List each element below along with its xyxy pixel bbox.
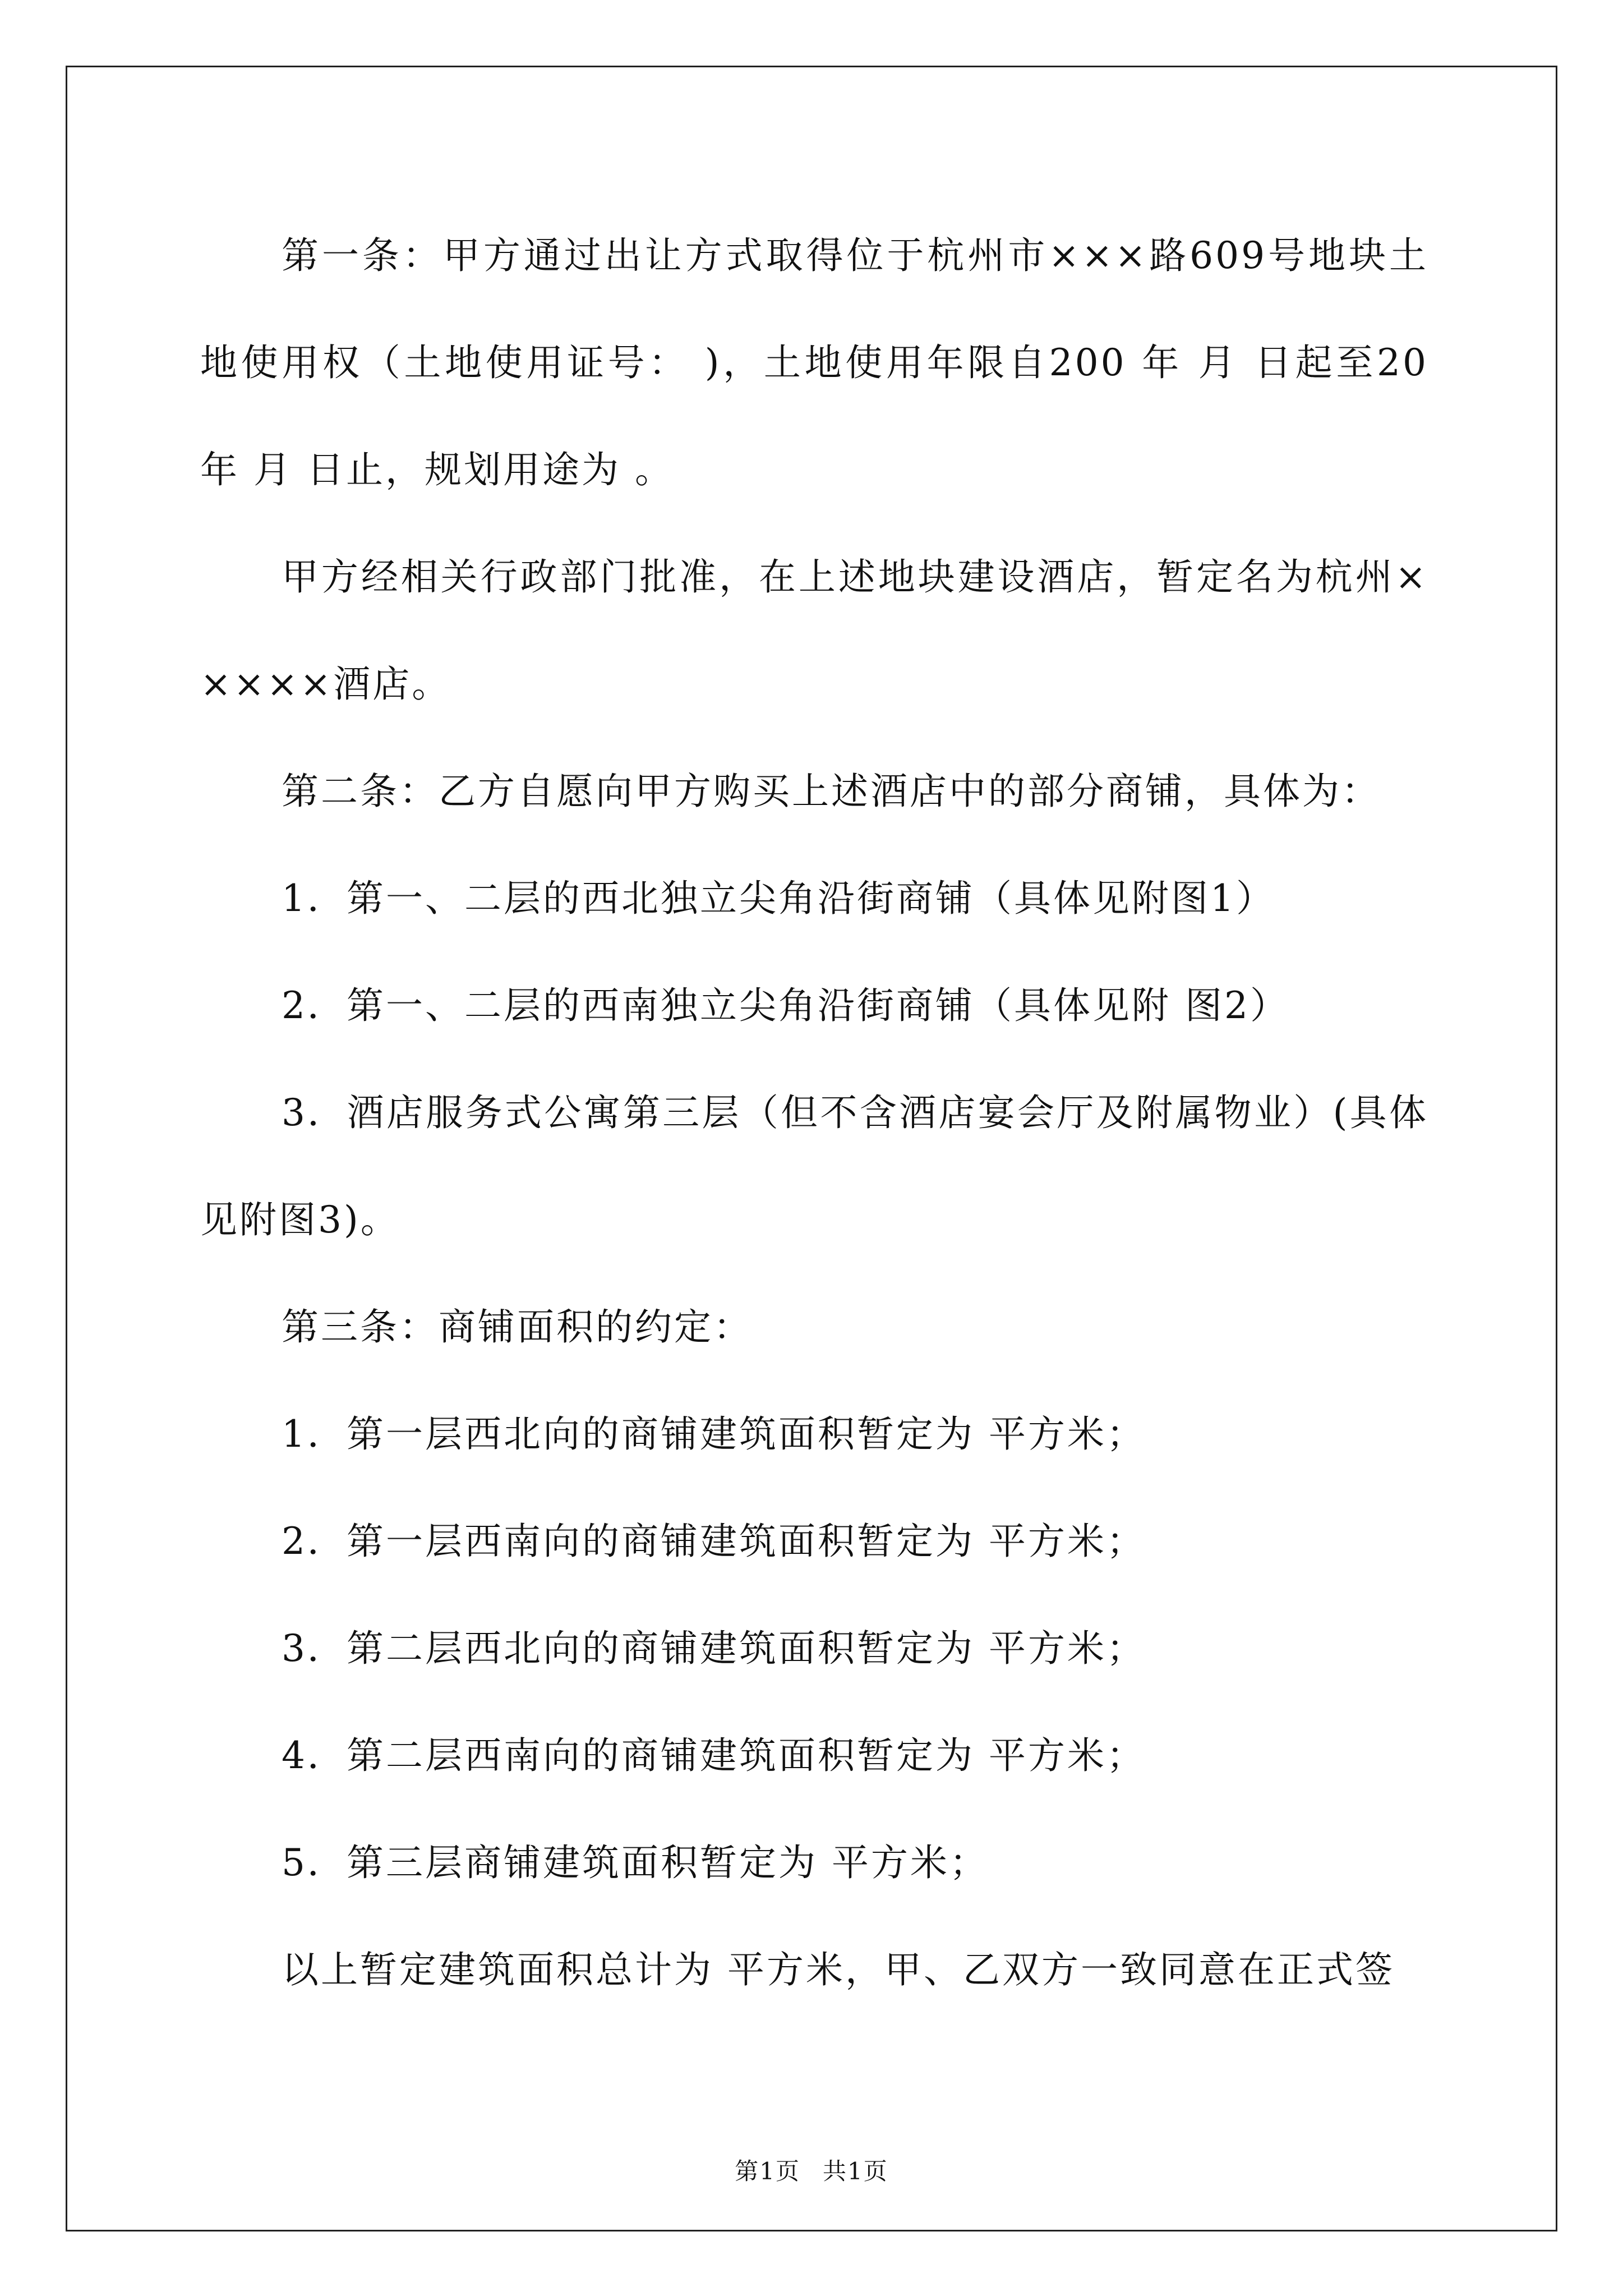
list-item-article-3-5: 5．第三层商铺建筑面积暂定为 平方米； [282, 1841, 989, 1884]
page-footer [0, 2153, 1623, 2187]
list-item-article-2-1: 1．第一、二层的西北独立尖角沿街商铺（具体见附图1） [282, 877, 1275, 920]
document-body [200, 202, 1428, 2023]
paragraph-area-total: 以上暂定建筑面积总计为 平方米，甲、乙双方一致同意在正式签 [282, 1948, 1395, 1991]
paragraph-hotel-approval: 甲方经相关行政部门批准，在上述地块建设酒店，暂定名为杭州×××××酒店。 [200, 555, 1428, 706]
list-item-article-3-1: 1．第一层西北向的商铺建筑面积暂定为 平方米； [282, 1412, 1146, 1456]
paragraph-article-1: 第一条：甲方通过出让方式取得位于杭州市×××路609号地块土地使用权（土地使用证号： )，土地使用年限自200 年 月 日起至20 年 月 日止，规划用途为 。 [200, 234, 1428, 491]
page-number-current: 第1页 [735, 2157, 800, 2185]
list-item-article-3-2: 2．第一层西南向的商铺建筑面积暂定为 平方米； [282, 1520, 1146, 1563]
list-item-article-3-4: 4．第二层西南向的商铺建筑面积暂定为 平方米； [282, 1734, 1146, 1777]
list-item-article-3-3: 3．第二层西北向的商铺建筑面积暂定为 平方米； [282, 1627, 1146, 1670]
paragraph-article-2: 第二条：乙方自愿向甲方购买上述酒店中的部分商铺，具体为： [282, 770, 1381, 813]
list-item-article-2-2: 2．第一、二层的西南独立尖角沿街商铺（具体见附 图2） [282, 984, 1289, 1027]
list-item-article-2-3: 3．酒店服务式公寓第三层（但不含酒店宴会厅及附属物业）(具体见附图3)。 [200, 1091, 1428, 1241]
page-number-total: 共1页 [823, 2157, 888, 2185]
paragraph-article-3: 第三条：商铺面积的约定： [282, 1305, 753, 1349]
